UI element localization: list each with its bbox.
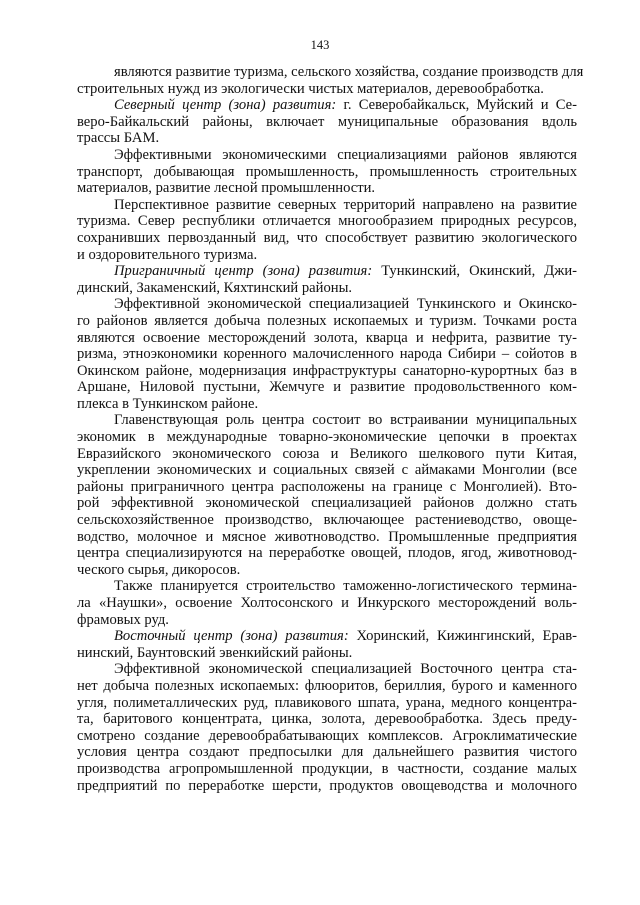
page-body	[77, 64, 584, 794]
text-segment: Перспективное развитие северных территорий направлено на развитие	[114, 196, 577, 213]
text-segment: Эффективными экономическими специализациями районов являются	[114, 146, 577, 163]
text-line	[77, 147, 577, 164]
text-line	[77, 64, 584, 81]
text-line	[77, 346, 577, 363]
text-segment: плекса в Тункинском районе.	[77, 395, 259, 412]
text-segment: Главенствующая роль центра состоит во встраивании муниципальных	[114, 412, 577, 429]
text-segment: являются освоение месторождений золота, кварца и нефрита, развитие ту-	[77, 329, 577, 346]
text-line	[77, 180, 577, 197]
paragraph	[77, 97, 577, 147]
text-line	[77, 230, 577, 247]
text-line	[77, 728, 577, 745]
text-segment: туризма. Север республики отличается многообразием природных ресурсов,	[77, 213, 577, 230]
text-segment: Аршане, Ниловой пустыни, Жемчуге и развитие продовольственного ком-	[77, 379, 577, 396]
zone-heading: Северный центр (зона) развития:	[114, 97, 337, 114]
text-segment: ризма, этноэкономики коренного малочисленного народа Сибири – сойотов в	[77, 346, 577, 363]
paragraph	[77, 197, 577, 263]
text-segment: ла «Наушки», освоение Холтосонского и Инкурского месторождений воль-	[77, 595, 577, 611]
text-line	[77, 645, 577, 662]
text-line	[77, 363, 577, 380]
text-line	[77, 761, 577, 778]
text-segment: Тункинский, Окинский, Джи-	[372, 263, 577, 280]
text-line	[77, 81, 577, 98]
text-line	[77, 562, 577, 579]
text-line	[77, 412, 577, 429]
text-segment: укреплении экономических и социальных связей с аймаками Монголии (все	[77, 462, 577, 479]
text-segment: предприятий по переработке шерсти, продуктов овощеводства и молочного	[77, 777, 577, 794]
text-line	[77, 529, 577, 546]
page-number: 143	[310, 38, 330, 52]
text-line	[77, 744, 577, 761]
text-segment: Эффективной экономической специализацией Тункинского и Окинско-	[114, 296, 577, 313]
text-segment: центра специализируются на переработке овощей, плодов, ягод, животновод-	[77, 545, 577, 562]
text-segment: динский, Закаменский, Кяхтинский районы.	[77, 279, 353, 296]
text-line	[77, 479, 577, 496]
text-segment: экономик в международные товарно-экономические цепочки в проектах	[77, 429, 577, 446]
text-segment: строительных нужд из экологически чистых материалов, деревообработка.	[77, 80, 544, 97]
text-line	[77, 661, 577, 678]
text-line	[77, 595, 577, 612]
text-line	[77, 711, 577, 728]
text-line	[77, 462, 577, 479]
text-segment: и оздоровительного туризма.	[77, 246, 258, 263]
text-segment: трассы БАМ.	[77, 130, 160, 147]
text-segment: водство, молочное и мясное животноводство. Промышленные предприятия	[77, 528, 577, 545]
text-segment: сохранивших первозданный вид, что способствует развитию экологического	[77, 229, 577, 246]
text-segment: смотрено создание деревообрабатывающих комплексов. Агроклиматические	[77, 727, 577, 744]
text-line	[77, 97, 577, 114]
text-segment: нинский, Баунтовский эвенкийский районы.	[77, 644, 353, 661]
paragraph	[77, 661, 577, 794]
text-line	[77, 695, 577, 712]
text-segment: нет добыча полезных ископаемых: флюоритов, бериллия, бурого и каменного	[77, 677, 577, 694]
text-line	[77, 578, 577, 595]
text-segment: являются развитие туризма, сельского хозяйства, создание производств для	[114, 64, 584, 80]
text-line	[77, 296, 577, 313]
text-line	[77, 379, 577, 396]
text-segment: материалов, развитие лесной промышленности.	[77, 180, 376, 197]
paragraph	[77, 628, 577, 661]
text-line	[77, 197, 577, 214]
text-line	[77, 495, 577, 512]
paragraph	[77, 296, 577, 412]
zone-heading: Восточный центр (зона) развития:	[114, 628, 349, 645]
text-segment: сельскохозяйственное производство, включающее растениеводство, овоще-	[77, 512, 577, 529]
text-segment: Эффективной экономической специализацией Восточного центра ста-	[114, 661, 577, 678]
paragraph	[77, 147, 577, 197]
text-line	[77, 164, 577, 181]
text-segment: условия центра создают предпосылки для дальнейшего развития чистого	[77, 744, 577, 761]
text-segment: Также планируется строительство таможенно-логистического термина-	[114, 578, 577, 595]
text-line	[77, 612, 577, 629]
text-line	[77, 263, 577, 280]
text-segment: фрамовых руд.	[77, 611, 169, 628]
text-segment: транспорт, добывающая промышленность, промышленность строительных	[77, 163, 577, 180]
text-segment: го районов является добыча полезных ископаемых и туризм. Точками роста	[77, 312, 577, 329]
text-line	[77, 778, 577, 795]
text-line	[77, 130, 577, 147]
text-segment: веро-Байкальский районы, включает муниципальные образования вдоль	[77, 113, 577, 130]
text-line	[77, 545, 577, 562]
text-line	[77, 247, 577, 264]
text-line	[77, 678, 577, 695]
text-segment: Хоринский, Кижингинский, Ерав-	[348, 628, 577, 645]
text-line	[77, 446, 577, 463]
paragraph	[77, 578, 577, 628]
text-segment: Окинском районе, модернизация инфраструктуры санаторно-курортных баз в	[77, 362, 577, 379]
text-segment: производства агропромышленной продукции, в частности, создание малых	[77, 760, 577, 777]
text-segment: та, баритового концентрата, цинка, золота, деревообработка. Здесь преду-	[77, 711, 577, 728]
text-segment: г. Северобайкальск, Муйский и Се-	[336, 97, 577, 114]
text-line	[77, 512, 577, 529]
text-line	[77, 330, 577, 347]
paragraph	[77, 412, 577, 578]
paragraph	[77, 64, 584, 97]
text-segment: районы приграничного центра расположены на границе с Монголией). Вто-	[77, 478, 577, 495]
paragraph	[77, 263, 577, 296]
text-segment: рой эффективной экономической специализацией районов должно стать	[77, 495, 577, 512]
zone-heading: Приграничный центр (зона) развития:	[114, 263, 373, 280]
text-line	[77, 396, 577, 413]
text-line	[77, 313, 577, 330]
text-segment: угля, полиметаллических руд, плавикового шпата, урана, медного концентра-	[77, 694, 577, 711]
text-line	[77, 429, 577, 446]
text-line	[77, 280, 577, 297]
text-line	[77, 628, 577, 645]
text-line	[77, 114, 577, 131]
text-segment: ческого сырья, дикоросов.	[77, 561, 241, 578]
text-segment: Евразийского экономического союза и Великого шелкового пути Китая,	[77, 445, 577, 462]
text-line	[77, 213, 577, 230]
